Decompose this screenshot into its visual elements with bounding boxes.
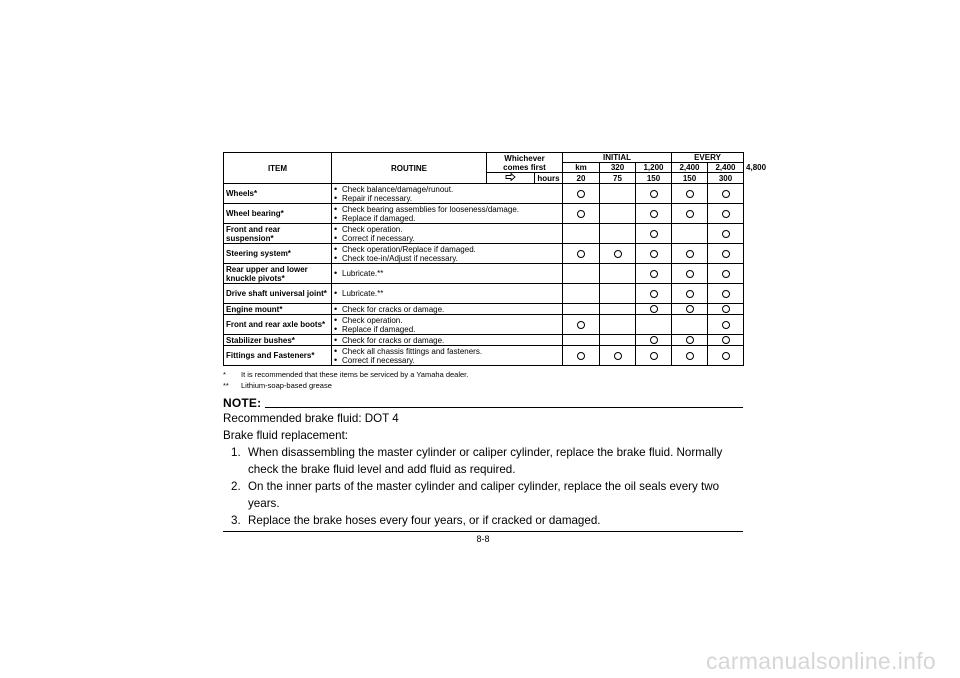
footnotes: [223, 369, 743, 391]
interval-cell: [708, 244, 744, 264]
footnote: [223, 369, 743, 380]
interval-cell: [563, 335, 600, 346]
interval-cell: [636, 335, 672, 346]
hours-value: 300: [708, 173, 744, 184]
routine-step: • Check for cracks or damage.: [334, 305, 560, 314]
interval-cell: [636, 284, 672, 304]
note-label: NOTE:: [223, 396, 262, 410]
routine-step: • Replace if damaged.: [334, 325, 560, 334]
interval-cell: [708, 184, 744, 204]
table-row: [224, 224, 744, 244]
row-item: Fittings and Fasteners*: [224, 346, 332, 366]
table-row: [224, 315, 744, 335]
interval-cell: [600, 204, 636, 224]
note-item-number: 1.: [231, 446, 241, 459]
footnote: [223, 380, 743, 391]
circle-mark-icon: [686, 210, 694, 218]
circle-mark-icon: [577, 250, 585, 258]
note-rule: [265, 407, 743, 408]
routine-step: • Check balance/damage/runout.: [334, 185, 560, 194]
footnote-mark: **: [223, 381, 229, 390]
circle-mark-icon: [650, 305, 658, 313]
interval-cell: [600, 346, 636, 366]
routine-step: • Correct if necessary.: [334, 234, 560, 243]
header-item: ITEM: [224, 153, 332, 184]
circle-mark-icon: [686, 336, 694, 344]
circle-mark-icon: [722, 250, 730, 258]
routine-step: • Check bearing assemblies for looseness/damage.: [334, 205, 560, 214]
table-row: [224, 304, 744, 315]
header-whichever-line2: comes first: [503, 162, 546, 172]
arrow-right-icon: [505, 173, 516, 181]
circle-mark-icon: [686, 352, 694, 360]
interval-cell: [636, 204, 672, 224]
circle-mark-icon: [577, 190, 585, 198]
circle-mark-icon: [650, 270, 658, 278]
row-item: Wheels*: [224, 184, 332, 204]
interval-cell: [563, 204, 600, 224]
circle-mark-icon: [650, 290, 658, 298]
hours-value: 75: [600, 173, 636, 184]
note-heading: [223, 397, 743, 409]
circle-mark-icon: [650, 230, 658, 238]
interval-cell: [636, 304, 672, 315]
circle-mark-icon: [650, 336, 658, 344]
interval-cell: [708, 304, 744, 315]
note-list: [223, 444, 743, 529]
row-routine: [332, 315, 563, 335]
interval-cell: [563, 224, 600, 244]
footnote-mark: *: [223, 370, 226, 379]
circle-mark-icon: [722, 290, 730, 298]
arrow-cell: [487, 173, 535, 184]
row-item: Rear upper and lower knuckle pivots*: [224, 264, 332, 284]
routine-step: • Check all chassis fittings and fasteners.: [334, 347, 560, 356]
table-row: [224, 184, 744, 204]
interval-cell: [672, 184, 708, 204]
interval-cell: [563, 315, 600, 335]
interval-cell: [600, 264, 636, 284]
routine-step: • Check toe-in/Adjust if necessary.: [334, 254, 560, 263]
circle-mark-icon: [686, 290, 694, 298]
interval-cell: [672, 335, 708, 346]
interval-cell: [636, 184, 672, 204]
interval-cell: [708, 315, 744, 335]
circle-mark-icon: [686, 270, 694, 278]
table-row: [224, 335, 744, 346]
routine-step: • Repair if necessary.: [334, 194, 560, 203]
circle-mark-icon: [577, 321, 585, 329]
circle-mark-icon: [722, 336, 730, 344]
circle-mark-icon: [722, 230, 730, 238]
note-list-item: [223, 512, 743, 529]
note-body: [223, 410, 743, 529]
interval-cell: [708, 204, 744, 224]
hours-value: 150: [672, 173, 708, 184]
interval-cell: [636, 346, 672, 366]
hours-value: 20: [563, 173, 600, 184]
circle-mark-icon: [650, 190, 658, 198]
row-routine: [332, 264, 563, 284]
interval-cell: [636, 315, 672, 335]
interval-cell: [600, 244, 636, 264]
row-item: Front and rear axle boots*: [224, 315, 332, 335]
interval-cell: [600, 284, 636, 304]
interval-cell: [600, 304, 636, 315]
page-number: 8-8: [476, 534, 490, 544]
note-item-text: On the inner parts of the master cylinder and caliper cylinder, replace the oil seals every two years.: [248, 480, 720, 510]
row-routine: [332, 244, 563, 264]
manual-page: [223, 152, 767, 545]
interval-cell: [708, 335, 744, 346]
row-routine: [332, 284, 563, 304]
row-item: Engine mount*: [224, 304, 332, 315]
routine-step: • Replace if damaged.: [334, 214, 560, 223]
km-row: km 320 1,200 2,400 2,400 4,800: [224, 163, 744, 173]
footnote-text: Lithium-soap-based grease: [241, 381, 332, 390]
row-routine: [332, 184, 563, 204]
circle-mark-icon: [577, 352, 585, 360]
interval-cell: [636, 264, 672, 284]
table-row: [224, 264, 744, 284]
interval-cell: [672, 244, 708, 264]
routine-step: • Correct if necessary.: [334, 356, 560, 365]
circle-mark-icon: [686, 190, 694, 198]
circle-mark-icon: [686, 250, 694, 258]
km-value: 2,400: [672, 163, 708, 173]
table-row: [224, 284, 744, 304]
note-list-item: [223, 478, 743, 512]
hours-label: hours: [535, 173, 563, 184]
interval-cell: [708, 284, 744, 304]
interval-cell: [563, 346, 600, 366]
maintenance-table: [223, 152, 767, 366]
routine-step: • Check operation.: [334, 316, 560, 325]
interval-cell: [600, 315, 636, 335]
circle-mark-icon: [722, 270, 730, 278]
circle-mark-icon: [577, 210, 585, 218]
row-item: Steering system*: [224, 244, 332, 264]
interval-cell: [672, 315, 708, 335]
interval-cell: [636, 224, 672, 244]
km-label: km: [563, 163, 600, 173]
interval-cell: [672, 346, 708, 366]
circle-mark-icon: [722, 190, 730, 198]
km-value: 2,400: [708, 163, 744, 173]
note-line: Recommended brake fluid: DOT 4: [223, 412, 399, 425]
note-line: Brake fluid replacement:: [223, 429, 349, 442]
row-routine: [332, 224, 563, 244]
circle-mark-icon: [722, 352, 730, 360]
note-item-number: 2.: [231, 480, 241, 493]
row-item: Front and rear suspension*: [224, 224, 332, 244]
interval-cell: [636, 244, 672, 264]
table-row: [224, 346, 744, 366]
routine-step: • Check operation.: [334, 225, 560, 234]
km-value: 1,200: [636, 163, 672, 173]
circle-mark-icon: [686, 305, 694, 313]
interval-cell: [708, 346, 744, 366]
routine-step: • Check for cracks or damage.: [334, 336, 560, 345]
header-routine: ROUTINE: [332, 153, 487, 184]
interval-cell: [672, 204, 708, 224]
routine-step: • Lubricate.**: [334, 269, 560, 278]
note-list-item: [223, 444, 743, 478]
note-item-text: When disassembling the master cylinder or caliper cylinder, replace the brake fluid. Normally check the brake fluid level and add fluid as required.: [248, 446, 723, 476]
interval-cell: [672, 284, 708, 304]
row-item: Drive shaft universal joint*: [224, 284, 332, 304]
row-routine: [332, 304, 563, 315]
maintenance-table-body: [224, 184, 744, 366]
header-initial: INITIAL: [563, 153, 672, 163]
row-item: Stabilizer bushes*: [224, 335, 332, 346]
km-value: 320: [600, 163, 636, 173]
routine-step: • Lubricate.**: [334, 289, 560, 298]
interval-cell: [672, 264, 708, 284]
interval-cell: [600, 335, 636, 346]
interval-cell: [563, 244, 600, 264]
interval-cell: [563, 304, 600, 315]
bottom-rule: [223, 531, 743, 532]
circle-mark-icon: [722, 210, 730, 218]
interval-cell: [563, 284, 600, 304]
circle-mark-icon: [614, 352, 622, 360]
hours-value: 150: [636, 173, 672, 184]
interval-cell: [672, 304, 708, 315]
circle-mark-icon: [614, 250, 622, 258]
row-routine: [332, 335, 563, 346]
note-item-number: 3.: [231, 514, 241, 527]
table-row: [224, 204, 744, 224]
interval-cell: [708, 264, 744, 284]
circle-mark-icon: [722, 305, 730, 313]
watermark: carmanualsonline.info: [705, 648, 936, 674]
routine-step: • Check operation/Replace if damaged.: [334, 245, 560, 254]
interval-cell: [600, 184, 636, 204]
note-item-text: Replace the brake hoses every four years, or if cracked or damaged.: [248, 514, 601, 527]
footnote-text: It is recommended that these items be serviced by a Yamaha dealer.: [241, 370, 469, 379]
table-row: [224, 244, 744, 264]
circle-mark-icon: [650, 250, 658, 258]
circle-mark-icon: [722, 321, 730, 329]
circle-mark-icon: [650, 210, 658, 218]
interval-cell: [672, 224, 708, 244]
interval-cell: [563, 264, 600, 284]
header-every: EVERY: [672, 153, 744, 163]
circle-mark-icon: [650, 352, 658, 360]
row-routine: [332, 204, 563, 224]
interval-cell: [600, 224, 636, 244]
interval-cell: [563, 184, 600, 204]
header-whichever: [487, 153, 563, 173]
row-routine: [332, 346, 563, 366]
row-item: Wheel bearing*: [224, 204, 332, 224]
interval-cell: [708, 224, 744, 244]
header-whichever-line1: Whichever: [504, 153, 545, 163]
